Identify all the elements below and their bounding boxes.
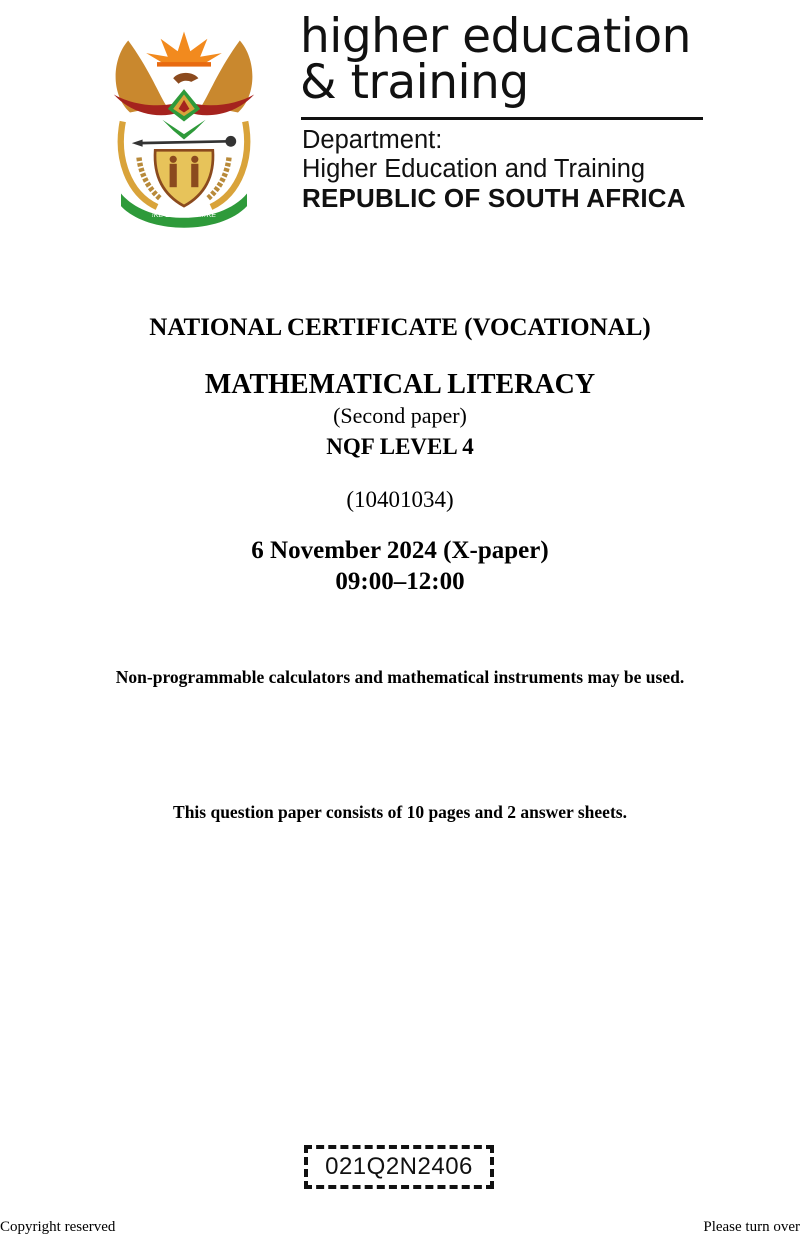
country-name: REPUBLIC OF SOUTH AFRICA: [302, 183, 686, 213]
calculator-instruction: Non-programmable calculators and mathematical instruments may be used.: [115, 667, 685, 687]
brand-divider: [301, 117, 703, 120]
sun-icon: [146, 32, 222, 67]
dept-label: Department:: [302, 126, 443, 154]
brand-line-1: higher education: [300, 9, 691, 64]
svg-text:!KE E: /XARRA //KE: !KE E: /XARRA //KE: [151, 209, 217, 219]
subject-title: MATHEMATICAL LITERACY: [204, 369, 596, 400]
exam-date: 6 November 2024 (X-paper): [251, 537, 549, 564]
nqf-level: NQF LEVEL 4: [326, 434, 474, 459]
footer-turn-over: Please turn over: [703, 1219, 800, 1235]
brand-line-2: & training: [300, 55, 529, 110]
department-name: [302, 126, 686, 214]
exam-time: 09:00–12:00: [335, 568, 465, 595]
paper-id-box: [304, 1145, 494, 1189]
coat-of-arms-icon: [103, 18, 265, 234]
page-count-instruction: This question paper consists of 10 pages and 2 answer sheets.: [173, 802, 627, 822]
subject-code: (10401034): [346, 487, 454, 512]
footer-copyright: Copyright reserved: [0, 1219, 116, 1235]
department-brand: [300, 9, 710, 110]
paper-id: 021Q2N2406: [325, 1153, 473, 1180]
dept-title: Higher Education and Training: [302, 155, 646, 183]
certificate-title: NATIONAL CERTIFICATE (VOCATIONAL): [149, 314, 651, 341]
paper-number: (Second paper): [333, 403, 467, 428]
